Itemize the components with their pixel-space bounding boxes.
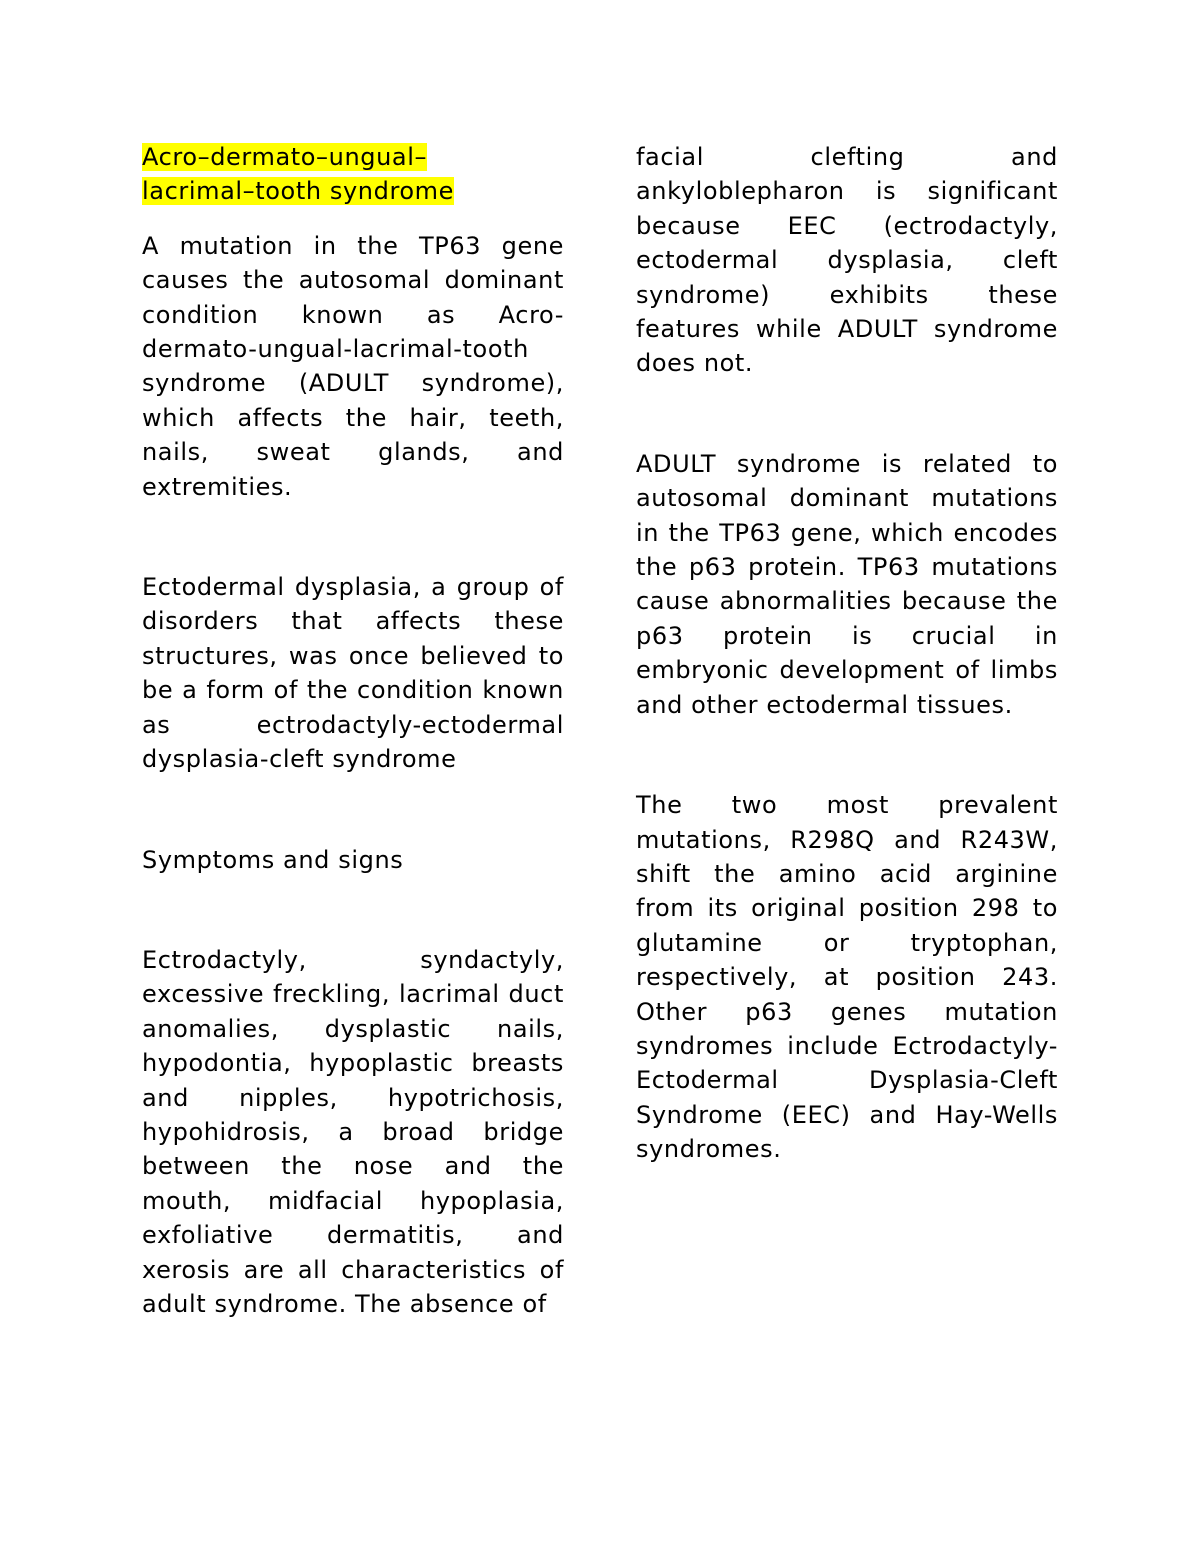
document-title <box>142 140 564 209</box>
right-column <box>636 140 1058 1167</box>
left-column <box>142 140 564 1321</box>
symptoms-paragraph: Ectrodactyly, syndactyly, excessive freckling, lacrimal duct anomalies, dysplastic nails, hypodontia, hypoplastic breasts and nipples, hypotrichosis, hypohidrosis, a broad bridge between the nose and the mouth, midfacial hypoplasia, exfoliative dermatitis, and xerosis are all characteristics of adult syndrome. The absence of <box>142 945 564 1318</box>
title-line-2: lacrimal–tooth syndrome <box>142 177 455 206</box>
title-line-1: Acro–dermato–ungual– <box>142 143 428 171</box>
symptoms-heading: Symptoms and signs <box>142 845 404 874</box>
clefting-paragraph: facial clefting and ankyloblepharon is significant because EEC (ectrodactyly, ectodermal dysplasia, cleft syndrome) exhibits these features while ADULT syndrome does not. <box>636 143 1058 378</box>
tp63-paragraph: ADULT syndrome is related to autosomal dominant mutations in the TP63 gene, which encodes the p63 protein. TP63 mutations cause abnormalities because the p63 protein is crucial in embryonic development of limbs and other ectodermal tissues. <box>636 449 1058 719</box>
ectodermal-dysplasia-paragraph: Ectodermal dysplasia, a group of disorders that affects these structures, was once believed to be a form of the condition known as ectrodactyly-ectodermal dysplasia-cleft syndrome <box>142 573 564 774</box>
mutations-paragraph: The two most prevalent mutations, R298Q and R243W, shift the amino acid arginine from its original position 298 to glutamine or tryptophan, respectively, at position 243. Other p63 genes mutation syndromes include Ectrodactyly-Ectodermal Dysplasia-Cleft Syndrome (EEC) and Hay-Wells syndromes. <box>636 791 1058 1164</box>
intro-paragraph: A mutation in the TP63 gene causes the autosomal dominant condition known as Acro-dermato-ungual-lacrimal-tooth syndrome (ADULT syndrome), which affects the hair, teeth, nails, sweat glands, and extremities. <box>142 231 564 501</box>
